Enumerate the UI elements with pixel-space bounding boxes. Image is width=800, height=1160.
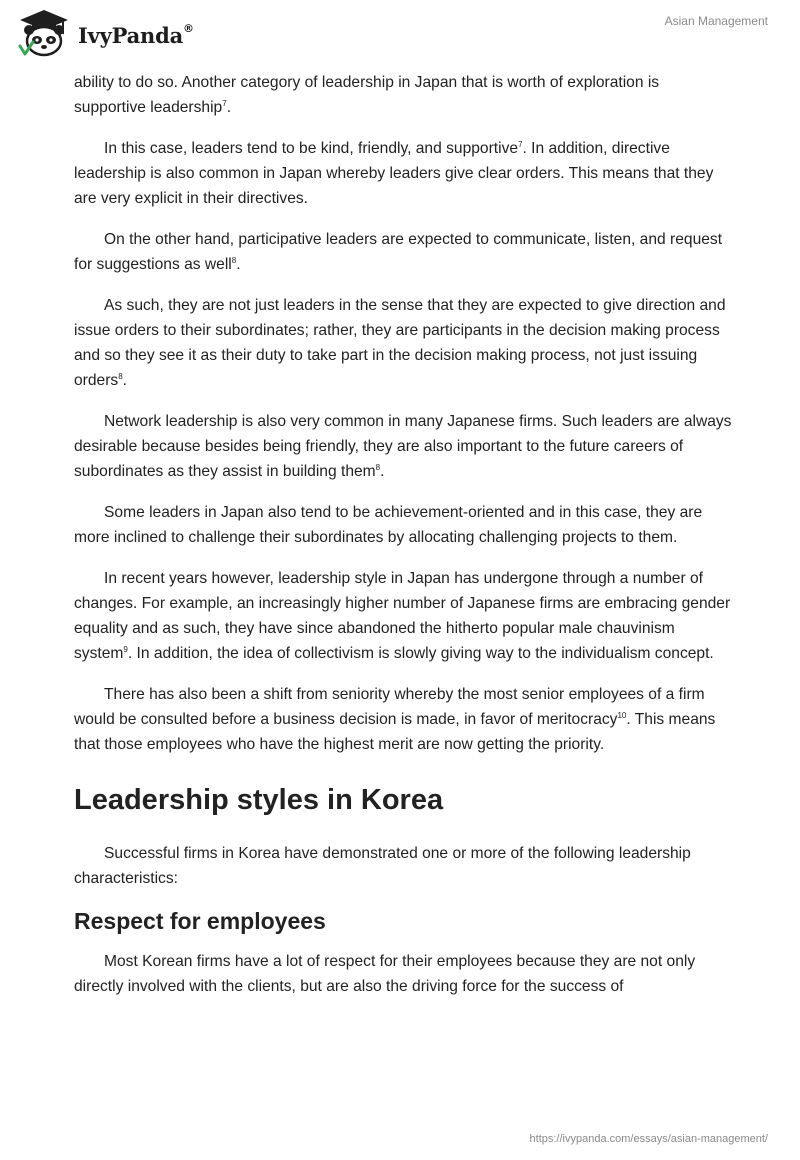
paragraph [74,293,734,393]
paragraph-text: . This means that those employees who have the highest merit are now getting the priority. [74,711,716,753]
brand-logo[interactable] [16,8,194,58]
paragraph-text: In this case, leaders tend to be kind, friendly, and supportive [104,140,519,157]
citation-ref[interactable]: 7 [518,139,523,149]
paragraph [74,136,734,211]
paragraph [74,409,734,484]
citation-ref[interactable]: 8 [375,462,381,472]
citation-ref[interactable]: 9 [123,644,128,654]
article-body [74,70,734,1015]
paragraph-text: . In addition, directive leadership is also common in Japan whereby leaders give clear orders. This means that they are very explicit in their directives. [74,140,714,207]
brand-name [78,23,194,48]
paragraph [74,227,734,277]
citation-ref[interactable]: 8 [118,371,123,381]
document-title: Asian Management [664,14,768,28]
brand-name-text: IvyPanda [78,22,184,48]
paragraph [74,841,734,891]
paragraph-text: Some leaders in Japan also tend to be achievement-oriented and in this case, they are more inclined to challenge their subordinates by allocating challenging projects to them. [74,504,703,546]
paragraph-text: ability to do so. Another category of leadership in Japan that is worth of exploration is supportive leadership [74,74,660,116]
paragraph [74,70,734,120]
citation-ref[interactable]: 10 [617,710,627,720]
paragraph-text: As such, they are not just leaders in the sense that they are expected to give direction and issue orders to their subordinates; rather, they are participants in the decision making process and so they see it as their duty to take part in the decision making process, not just issuing orders [74,297,726,389]
paragraph-text: Successful firms in Korea have demonstrated one or more of the following leadership characteristics: [74,845,691,887]
paragraph-text: In recent years however, leadership style in Japan has undergone through a number of changes. For example, an increasingly higher number of Japanese firms are embracing gender equality and as such, they have since abandoned the hitherto popular male chauvinism system [74,570,731,662]
paragraph-text: There has also been a shift from seniority whereby the most senior employees of a firm would be consulted before a business decision is made, in favor of meritocracy [74,686,705,728]
paragraph-text: . [226,99,232,116]
paragraph-text: . [380,463,385,480]
page-header [0,0,800,70]
paragraph-text: . [236,256,241,273]
registered-mark: ® [183,21,194,35]
paragraph-text: Most Korean firms have a lot of respect for their employees because they are not only directly involved with the clients, but are also the driving force for the success of [74,953,696,995]
citation-ref[interactable]: 7 [222,98,227,108]
paragraph [74,682,734,757]
paragraph [74,949,734,999]
paragraph-text: Network leadership is also very common in many Japanese firms. Such leaders are always desirable because besides being friendly, they are also important to the future careers of subordinates as they assist in building them [74,413,732,480]
section-heading: Leadership styles in Korea [74,784,444,816]
paragraph-text: . [122,372,127,389]
paragraph [74,566,734,666]
paragraph [74,500,734,550]
paragraph-text: . In addition, the idea of collectivism is slowly giving way to the individualism concept. [127,645,714,662]
page-url: https://ivypanda.com/essays/asian-management/ [529,1133,768,1145]
subsection-heading: Respect for employees [74,908,326,934]
paragraph-text: On the other hand, participative leaders are expected to communicate, listen, and request for suggestions as well [74,231,723,273]
panda-graduate-icon [16,8,72,58]
citation-ref[interactable]: 8 [231,255,237,265]
